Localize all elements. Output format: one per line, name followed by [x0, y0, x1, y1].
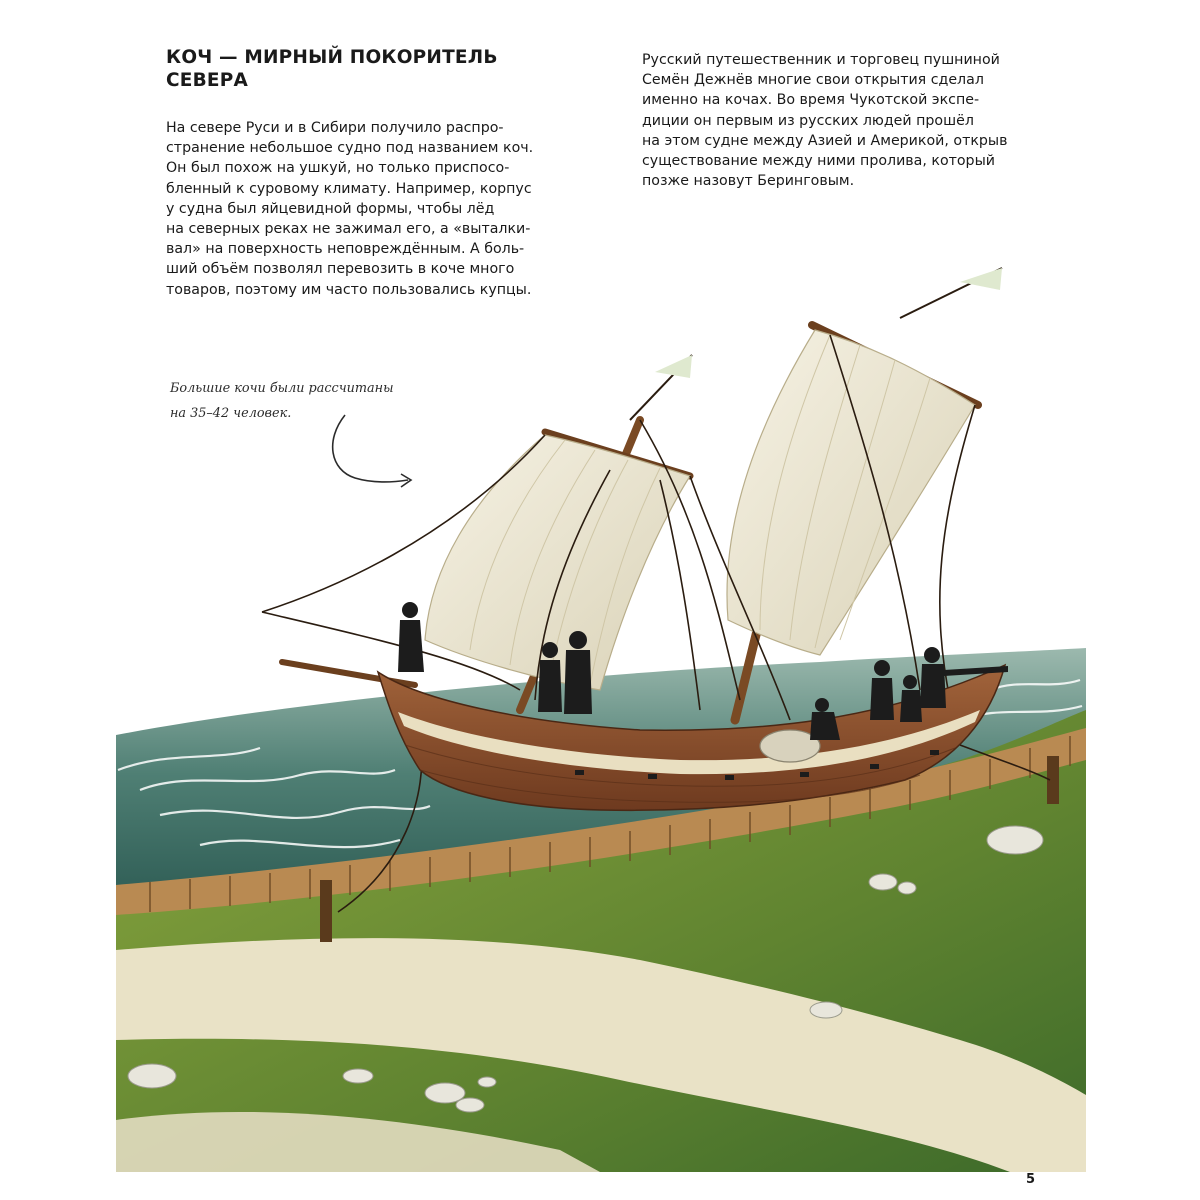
paragraph-line: товаров, поэтому им часто пользовались купцы. [166, 281, 532, 298]
page-title-line-1: КОЧ — МИРНЫЙ ПОКОРИТЕЛЬ [166, 47, 498, 68]
rear-pennant [960, 268, 1002, 290]
paragraph-line: бленный к суровому климату. Например, корпус [166, 180, 532, 197]
paragraph-line: именно на кочах. Во время Чукотской экспе- [642, 92, 980, 109]
paragraph-line: ший объём позволял перевозить в коче много [166, 261, 515, 278]
capacity-annotation [170, 376, 394, 426]
page-number: 5 [1026, 1172, 1036, 1187]
annotation-line-2: на 35–42 человек. [170, 406, 292, 421]
annotation-line-1: Большие кочи были рассчитаны [170, 381, 394, 396]
paragraph-line: на северных реках не зажимал его, а «выталки- [166, 221, 531, 238]
paragraph-line: существование между ними пролива, который [642, 153, 995, 170]
paragraph-line: диции он первым из русских людей прошёл [642, 112, 974, 129]
paragraph-line: Русский путешественник и торговец пушниной [642, 52, 1000, 68]
paragraph-line: Он был похож на ушкуй, но только приспосо- [166, 160, 510, 177]
paragraph-line: На севере Руси и в Сибири получило распро- [166, 120, 504, 136]
paragraph-line: позже назовут Беринговым. [642, 173, 855, 190]
paragraph-line: у судна был яйцевидной формы, чтобы лёд [166, 200, 495, 217]
paragraph-line: Семён Дежнёв многие свои открытия сделал [642, 72, 984, 89]
page-title-line-2: СЕВЕРА [166, 70, 249, 91]
rear-sail [727, 330, 975, 655]
mooring-post [320, 880, 332, 942]
paragraph-line: на этом судне между Азией и Америкой, открыв [642, 132, 1008, 149]
front-pennant [655, 355, 692, 378]
paragraph-line: вал» на поверхность неповреждённым. А боль- [166, 241, 525, 258]
paragraph-line: странение небольшое судно под названием коч. [166, 140, 534, 157]
